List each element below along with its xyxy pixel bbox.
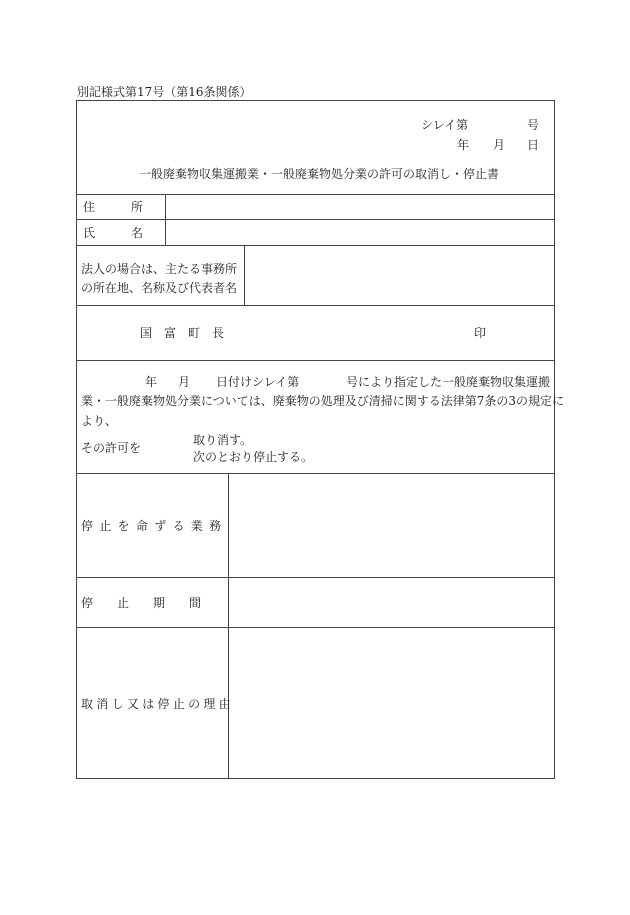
divider <box>76 360 555 361</box>
date-month: 月 <box>493 138 506 152</box>
body-line1-rest: 号により指定した一般廃棄物収集運搬 <box>346 375 551 389</box>
suspended-business-value[interactable] <box>229 474 554 577</box>
reason-label: 取消し又は停止の理由 <box>81 697 235 711</box>
corporate-label-line2: の所在地、名称及び代表者名 <box>81 281 238 295</box>
form-number-label: 別記様式第17号（第16条関係） <box>77 85 252 99</box>
date-day: 日 <box>527 138 540 152</box>
option-revoke: 取り消す。 <box>193 433 253 447</box>
name-value[interactable] <box>166 220 554 245</box>
issuer-name: 国 富 町 長 <box>140 326 225 340</box>
permit-label: その許可を <box>81 441 142 455</box>
address-value[interactable] <box>166 195 554 219</box>
option-suspend: 次のとおり停止する。 <box>193 450 314 464</box>
suspension-period-label: 停 止 期 間 <box>81 596 202 610</box>
corporate-label-line1: 法人の場合は、主たる事務所 <box>81 262 238 276</box>
body-line2: 業・一般廃棄物処分業については、廃棄物の処理及び清掃に関する法律第7条の3の規定に <box>81 394 565 408</box>
name-label: 氏 名 <box>83 226 144 240</box>
corporate-value[interactable] <box>245 246 554 305</box>
suspension-period-value[interactable] <box>229 578 554 627</box>
number-prefix: シレイ第 <box>421 118 469 132</box>
number-suffix: 号 <box>527 118 540 132</box>
seal-mark: 印 <box>474 326 487 340</box>
body-date-ref: 日付けシレイ第 <box>216 375 300 389</box>
reason-value[interactable] <box>229 628 554 778</box>
divider <box>76 305 555 306</box>
body-line3: より、 <box>81 414 118 428</box>
body-year: 年 <box>145 375 158 389</box>
body-month: 月 <box>178 375 191 389</box>
date-year: 年 <box>457 138 470 152</box>
address-label: 住 所 <box>83 200 144 214</box>
suspended-business-label: 停止を命ずる業務 <box>81 519 228 533</box>
document-title: 一般廃棄物収集運搬業・一般廃棄物処分業の許可の取消し・停止書 <box>139 167 500 181</box>
